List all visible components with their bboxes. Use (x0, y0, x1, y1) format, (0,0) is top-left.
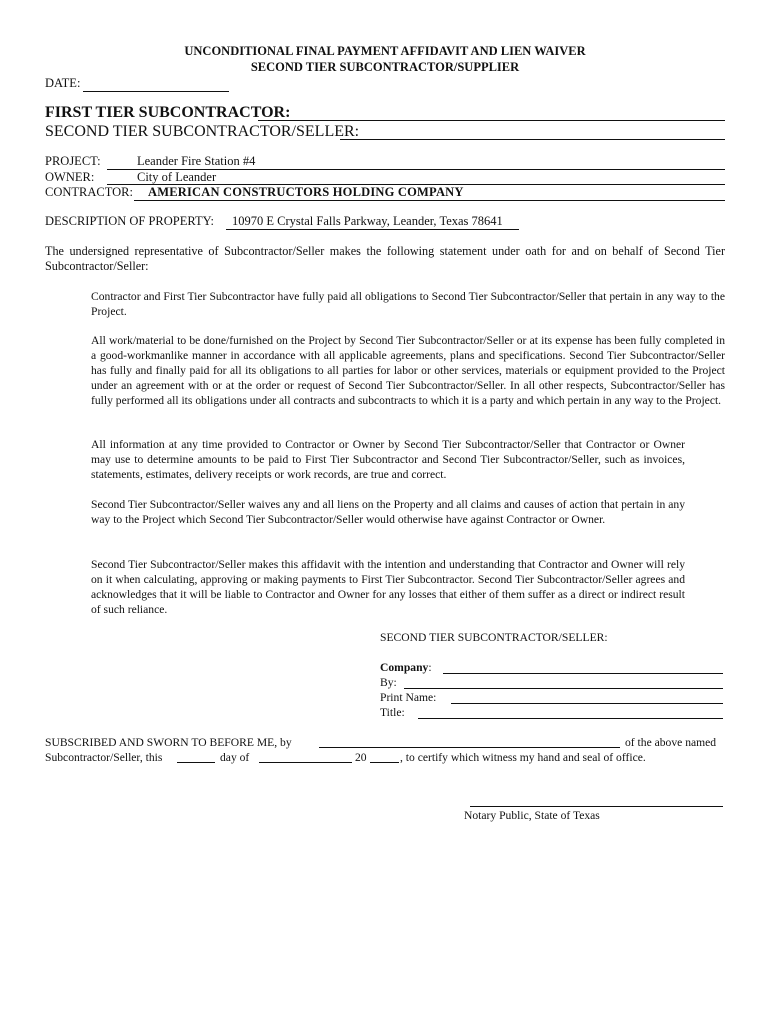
project-value: Leander Fire Station #4 (137, 154, 256, 168)
sworn-line2-b: day of (220, 751, 250, 764)
paragraph-information: All information at any time provided to Contractor or Owner by Second Tier Subcontractor/Seller that Contractor or Owner may use to determine amounts to be paid to First Tier Subcontractor and Second Tier Subcontractor/Seller, such as invoices, statements, estimates, delivery receipts or work records, are true and correct. (91, 438, 685, 481)
by-label: By: (380, 676, 397, 689)
paragraph-lien-waiver: Second Tier Subcontractor/Seller waives any and all liens on the Property and all claims and causes of action that pertain in any way to the Project which Second Tier Subcontractor/Seller would otherwise have against Contractor or Owner. (91, 498, 685, 526)
contractor-label: CONTRACTOR: (45, 185, 133, 199)
second-tier-label: SECOND TIER SUBCONTRACTOR/SELLER: (45, 123, 360, 140)
property-value: 10970 E Crystal Falls Parkway, Leander, Texas 78641 (232, 214, 503, 228)
sworn-line2-a: Subcontractor/Seller, this (45, 751, 163, 764)
first-tier-label: FIRST TIER SUBCONTRACTOR: (45, 104, 291, 121)
company-colon: : (428, 661, 432, 674)
year-field[interactable] (370, 762, 399, 763)
company-field[interactable] (443, 673, 723, 674)
title-label: Title: (380, 706, 405, 719)
owner-value: City of Leander (137, 170, 217, 184)
paragraph-reliance: Second Tier Subcontractor/Seller makes this affidavit with the intention and understanding that Contractor and Owner will rely on it when calculating, approving or making payments to First Tier Subcontractor. Second Tier Subcontractor/Seller agrees and acknowledges that it will be liable to Contractor and Owner for any losses that either of them suffer as a direct or indirect result of such reliance. (91, 558, 685, 616)
property-label: DESCRIPTION OF PROPERTY: (45, 214, 214, 228)
notary-signature-field[interactable] (470, 806, 723, 807)
print-name-label: Print Name: (380, 691, 437, 704)
second-tier-field[interactable] (340, 139, 725, 140)
first-tier-field[interactable] (258, 120, 725, 121)
by-field[interactable] (404, 688, 723, 689)
sworn-line2-d: , to certify which witness my hand and seal of office. (400, 751, 646, 764)
document-title-line2: SECOND TIER SUBCONTRACTOR/SUPPLIER (250, 60, 520, 74)
sworn-by-field[interactable] (319, 747, 620, 748)
contractor-field-line[interactable] (134, 200, 725, 201)
company-label: Company (380, 661, 429, 674)
sworn-prefix: SUBSCRIBED AND SWORN TO BEFORE ME, by (45, 736, 292, 749)
owner-label: OWNER: (45, 170, 95, 184)
print-name-field[interactable] (451, 703, 723, 704)
month-field[interactable] (259, 762, 352, 763)
date-field[interactable] (83, 91, 229, 92)
property-field-line[interactable] (226, 229, 519, 230)
sworn-suffix: of the above named (625, 736, 717, 749)
date-label: DATE: (45, 76, 81, 90)
day-field[interactable] (177, 762, 215, 763)
title-field[interactable] (418, 718, 723, 719)
signature-heading: SECOND TIER SUBCONTRACTOR/SELLER: (380, 631, 608, 644)
intro-paragraph: The undersigned representative of Subcontractor/Seller makes the following statement under oath for and on behalf of Second Tier Subcontractor/Seller: (45, 244, 725, 273)
paragraph-work-completed: All work/material to be done/furnished on the Project by Second Tier Subcontractor/Seller or at its expense has been fully completed in a good-workmanlike manner in accordance with all applicable agreements, plans and specifications. Second Tier Subcontractor/Seller has fully and finally paid for all its obligations to all parties for labor or other services, materials or equipment provided to the Project under an agreement with or at the order or request of Second Tier Subcontractor/Seller. In all other respects, Subcontractor/Seller has fully performed all its obligations under all contracts and subcontracts to which it is a party and which pertain in any way to the Project. (91, 334, 725, 407)
contractor-value: AMERICAN CONSTRUCTORS HOLDING COMPANY (148, 185, 464, 199)
notary-label: Notary Public, State of Texas (464, 809, 600, 822)
document-title-line1: UNCONDITIONAL FINAL PAYMENT AFFIDAVIT AND LIEN WAIVER (184, 44, 586, 58)
paragraph-payment: Contractor and First Tier Subcontractor have fully paid all obligations to Second Tier Subcontractor/Seller that pertain in any way to the Project. (91, 290, 725, 318)
project-label: PROJECT: (45, 154, 101, 168)
sworn-line2-c: 20 (355, 751, 367, 764)
